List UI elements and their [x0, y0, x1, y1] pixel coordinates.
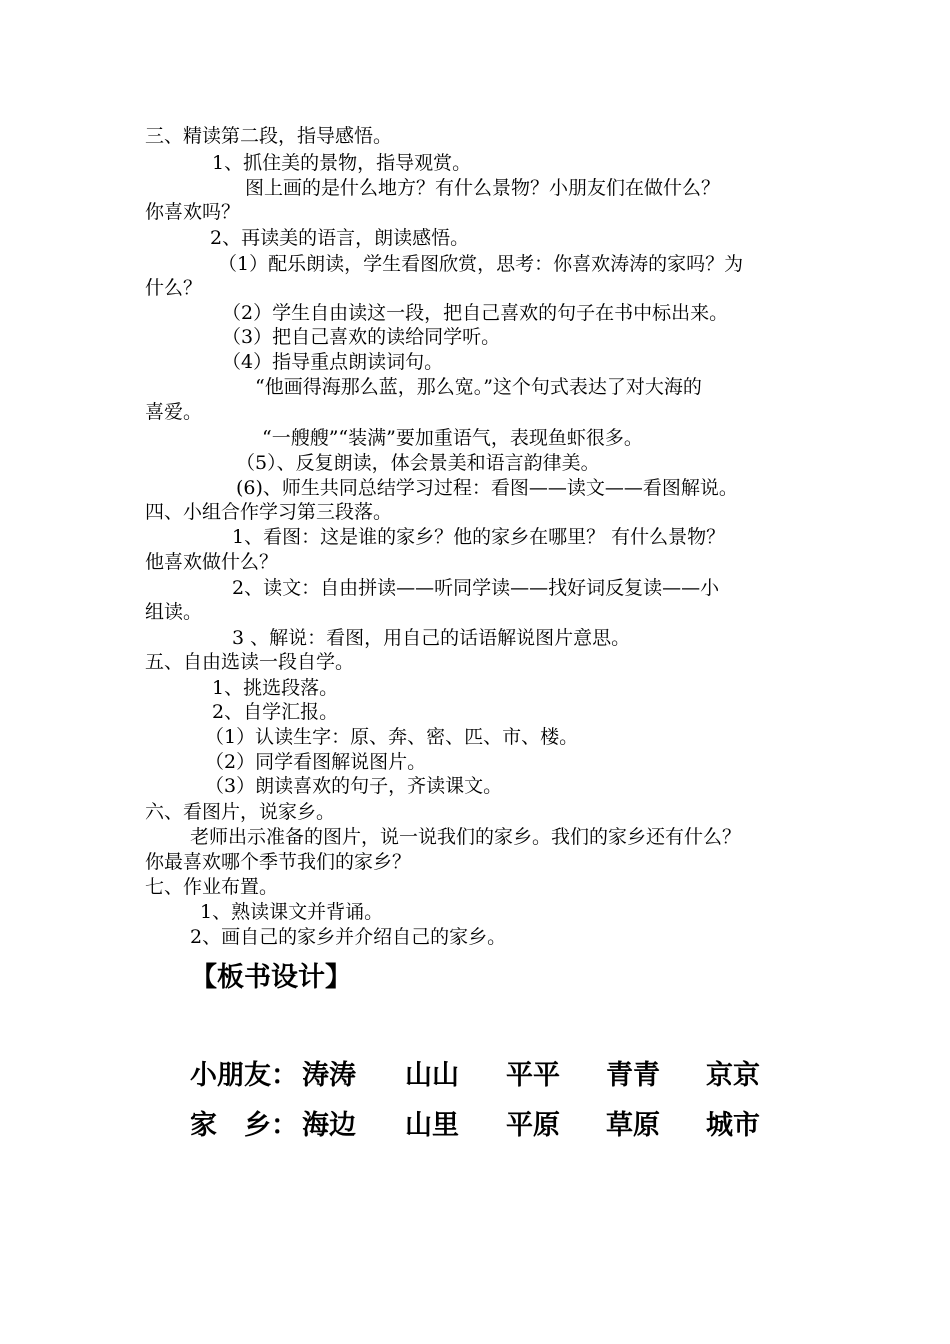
text-line: 他喜欢做什么？ — [145, 551, 279, 573]
board-row-children — [190, 1053, 810, 1089]
board-cell: 海边 — [302, 1110, 356, 1141]
text-line: （1）配乐朗读，学生看图欣赏，思考：你喜欢涛涛的家吗？为 — [218, 253, 744, 275]
text-line: 1、挑选段落。 — [212, 677, 339, 699]
board-cell: 涛涛 — [302, 1060, 356, 1091]
text-line: （4）指导重点朗读词句。 — [222, 351, 444, 373]
text-line: （2）同学看图解说图片。 — [205, 751, 427, 773]
text-line: (6)、师生共同总结学习过程：看图——读文——看图解说。 — [236, 477, 738, 499]
text-line: （2）学生自由读这一段，把自己喜欢的句子在书中标出来。 — [222, 302, 729, 324]
text-line: （3）把自己喜欢的读给同学听。 — [222, 326, 501, 348]
text-line: 组读。 — [145, 601, 203, 623]
text-line: （1）认读生字：原、奔、密、匹、市、楼。 — [205, 726, 579, 748]
section-heading-5: 五、自由选读一段自学。 — [145, 651, 355, 673]
text-line: 2、读文：自由拼读——听同学读——找好词反复读——小 — [232, 577, 720, 599]
text-line: 喜爱。 — [145, 401, 203, 423]
section-heading-7: 七、作业布置。 — [145, 876, 279, 898]
board-cell: 平原 — [506, 1110, 560, 1141]
section-heading-6: 六、看图片，说家乡。 — [145, 801, 336, 823]
board-row-label: 小朋友： — [190, 1060, 298, 1091]
board-cell: 山里 — [405, 1110, 459, 1141]
text-line: 1、看图：这是谁的家乡？他的家乡在哪里？ 有什么景物？ — [232, 526, 726, 548]
board-design-heading: 【板书设计】 — [190, 962, 352, 993]
text-line: 1、熟读课文并背诵。 — [200, 901, 384, 923]
text-line: 3 、解说：看图，用自己的话语解说图片意思。 — [232, 627, 631, 649]
board-cell: 山山 — [405, 1060, 459, 1091]
board-cell: 平平 — [506, 1060, 560, 1091]
text-line: （3）朗读喜欢的句子，齐读课文。 — [205, 775, 503, 797]
text-line: （5）、反复朗读，体会景美和语言韵律美。 — [236, 452, 600, 474]
text-line: 什么？ — [145, 277, 203, 299]
section-heading-3: 三、精读第二段，指导感悟。 — [145, 125, 393, 147]
text-line: 你最喜欢哪个季节我们的家乡？ — [145, 851, 412, 873]
text-line: 你喜欢吗？ — [145, 201, 241, 223]
text-line: 2、再读美的语言，朗读感悟。 — [210, 227, 470, 249]
board-row-label: 家 乡： — [190, 1110, 298, 1141]
text-line: 图上画的是什么地方？有什么景物？小朋友们在做什么？ — [245, 177, 721, 199]
text-line: “一艘艘”“装满”要加重语气，表现鱼虾很多。 — [262, 427, 643, 449]
text-line: “他画得海那么蓝，那么宽。”这个句式表达了对大海的 — [255, 376, 702, 398]
board-cell: 草原 — [606, 1110, 660, 1141]
board-cell: 城市 — [706, 1110, 760, 1141]
board-cell: 京京 — [706, 1060, 760, 1091]
board-cell: 青青 — [606, 1060, 660, 1091]
text-line: 2、画自己的家乡并介绍自己的家乡。 — [190, 926, 507, 948]
text-line: 2、自学汇报。 — [212, 701, 339, 723]
board-row-hometown — [190, 1103, 810, 1139]
text-line: 老师出示准备的图片，说一说我们的家乡。我们的家乡还有什么？ — [190, 826, 742, 848]
text-line: 1、抓住美的景物，指导观赏。 — [212, 152, 472, 174]
section-heading-4: 四、小组合作学习第三段落。 — [145, 501, 393, 523]
